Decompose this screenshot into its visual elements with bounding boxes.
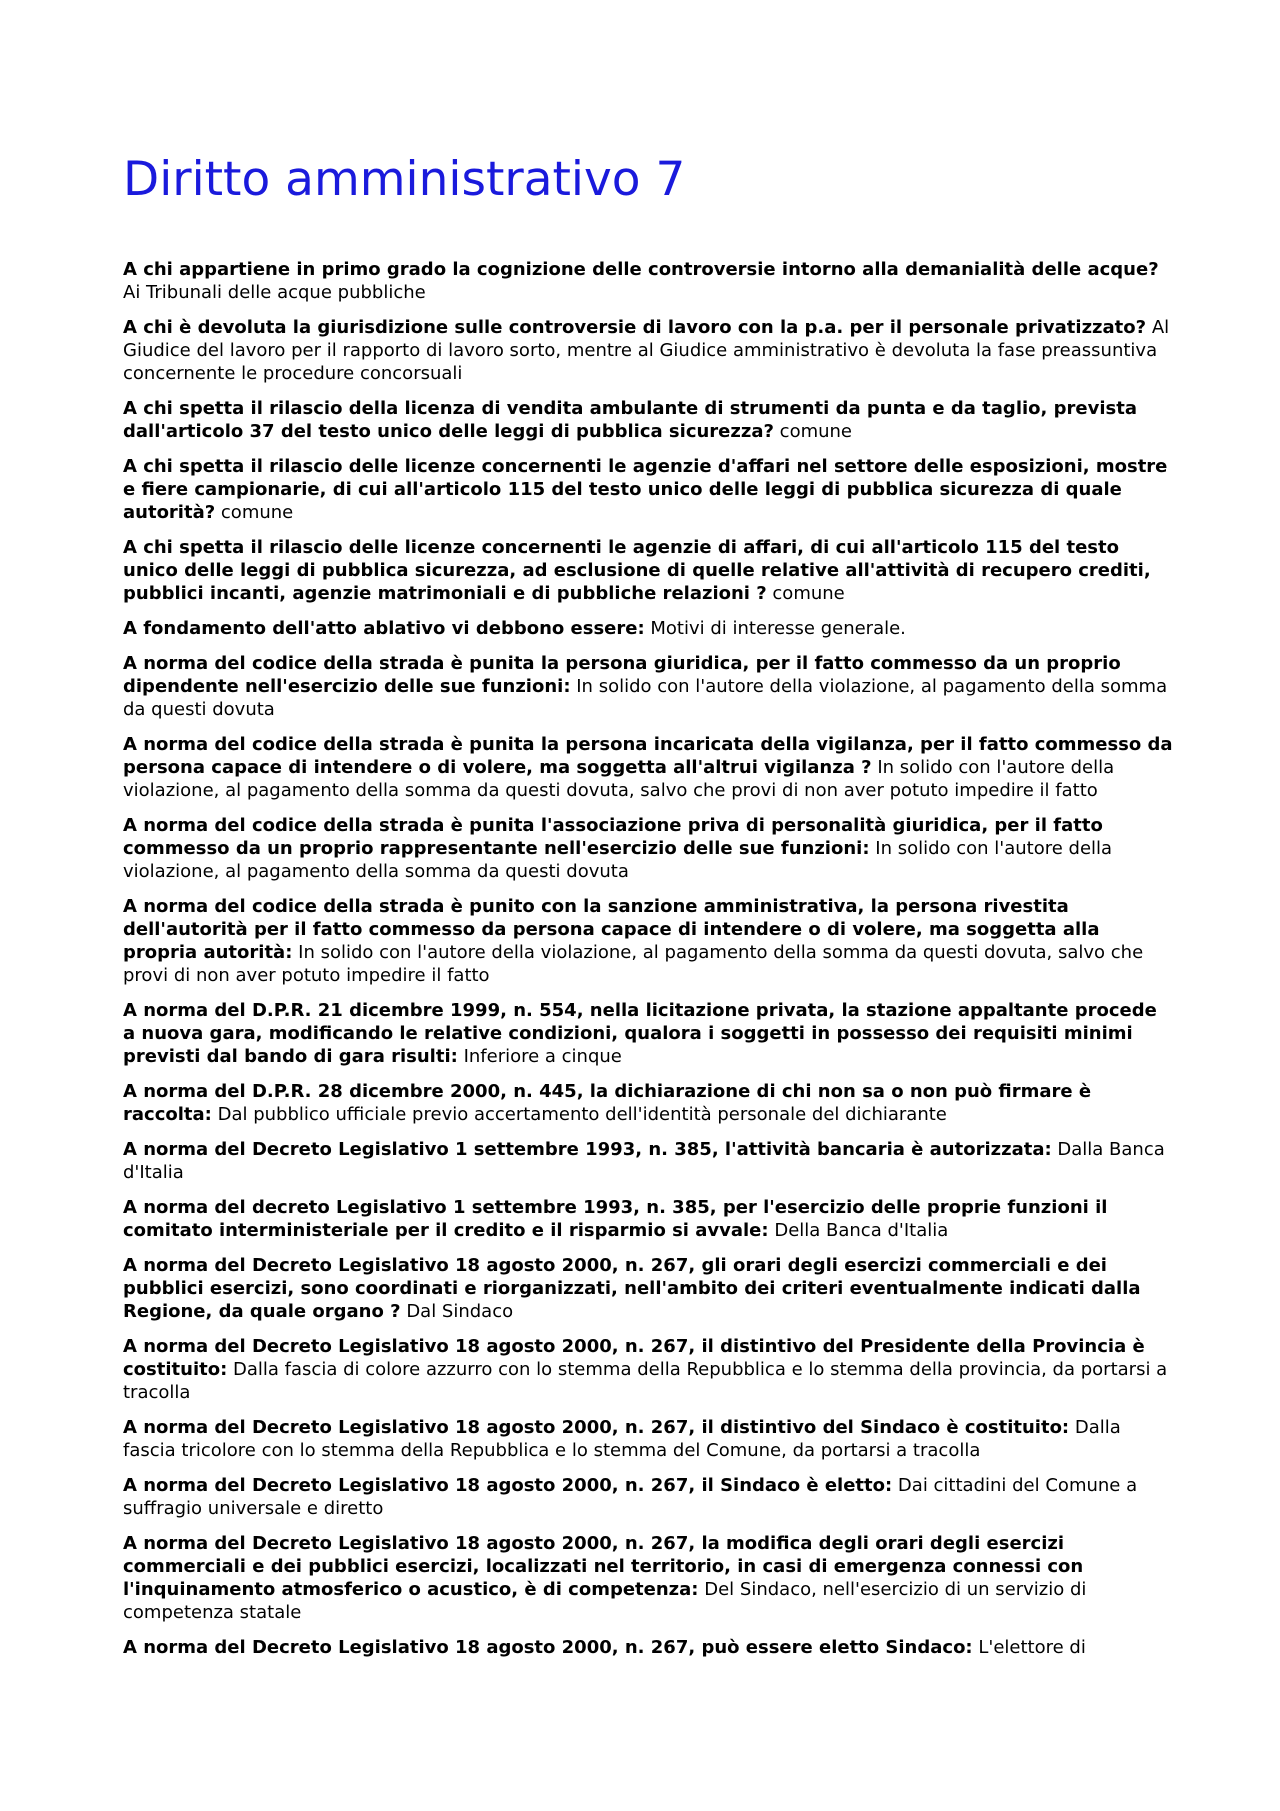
- question-text: A chi è devoluta la giurisdizione sulle controversie di lavoro con la p.a. per il personale privatizzato?: [123, 317, 1147, 338]
- question-text: A chi appartiene in primo grado la cognizione delle controversie intorno alla demanialità delle acque?: [123, 259, 1159, 280]
- qa-item: [123, 536, 1173, 605]
- qa-item: [123, 455, 1173, 524]
- question-text: A norma del Decreto Legislativo 18 agosto 2000, n. 267, il distintivo del Sindaco è costituito:: [123, 1417, 1070, 1438]
- qa-item: [123, 316, 1173, 385]
- qa-item: [123, 1196, 1173, 1242]
- qa-item: [123, 1254, 1173, 1323]
- qa-item: [123, 617, 1173, 640]
- question-text: A norma del D.P.R. 21 dicembre 1999, n. 554, nella licitazione privata, la stazione appaltante procede a nuova gara, modificando le relative condizioni, qualora i soggetti in possesso dei requisiti minimi previsti dal bando di gara risulti:: [123, 1000, 1157, 1067]
- answer-text: Dalla fascia tricolore con lo stemma della Repubblica e lo stemma del Comune, da portarsi a tracolla: [123, 1417, 1121, 1461]
- question-text: A norma del codice della strada è punita la persona giuridica, per il fatto commesso da un proprio dipendente nell'esercizio delle sue funzioni:: [123, 653, 1121, 697]
- question-text: A norma del Decreto Legislativo 18 agosto 2000, n. 267, gli orari degli esercizi commerciali e dei pubblici esercizi, sono coordinati e riorganizzati, nell'ambito dei criteri eventualmente indicati dalla Regione, da quale organo ?: [123, 1255, 1141, 1322]
- qa-item: [123, 999, 1173, 1068]
- qa-item: [123, 1138, 1173, 1184]
- question-text: A norma del D.P.R. 28 dicembre 2000, n. 445, la dichiarazione di chi non sa o non può firmare è raccolta:: [123, 1081, 1092, 1125]
- qa-item: [123, 1335, 1173, 1404]
- answer-text: Dalla Banca d'Italia: [123, 1139, 1165, 1183]
- qa-item: [123, 1416, 1173, 1462]
- answer-text: Motivi di interesse generale.: [650, 618, 906, 639]
- qa-item: [123, 1532, 1173, 1624]
- question-text: A chi spetta il rilascio della licenza di vendita ambulante di strumenti da punta e da taglio, prevista dall'articolo 37 del testo unico delle leggi di pubblica sicurezza?: [123, 398, 1137, 442]
- answer-text: Inferiore a cinque: [463, 1046, 622, 1067]
- qa-item: [123, 258, 1173, 304]
- answer-text: Dal Sindaco: [406, 1301, 514, 1322]
- answer-text: Al Giudice del lavoro per il rapporto di lavoro sorto, mentre al Giudice amministrativo è devoluta la fase preassuntiva concernente le procedure concorsuali: [123, 317, 1170, 384]
- qa-item: [123, 733, 1173, 802]
- question-text: A fondamento dell'atto ablativo vi debbono essere:: [123, 618, 645, 639]
- question-text: A chi spetta il rilascio delle licenze concernenti le agenzie di affari, di cui all'articolo 115 del testo unico delle leggi di pubblica sicurezza, ad esclusione di quelle relative all'attività di recupero crediti, pubblici incanti, agenzie matrimoniali e di pubbliche relazioni ?: [123, 537, 1151, 604]
- answer-text: Del Sindaco, nell'esercizio di un servizio di competenza statale: [123, 1579, 1087, 1623]
- answer-text: comune: [779, 421, 853, 442]
- answer-text: Ai Tribunali delle acque pubbliche: [123, 282, 426, 303]
- question-text: A norma del codice della strada è punita la persona incaricata della vigilanza, per il fatto commesso da persona capace di intendere o di volere, ma soggetta all'altrui vigilanza ?: [123, 734, 1173, 778]
- answer-text: In solido con l'autore della violazione, al pagamento della somma da questi dovuta: [123, 676, 1168, 720]
- question-text: A norma del Decreto Legislativo 18 agosto 2000, n. 267, la modifica degli orari degli esercizi commerciali e dei pubblici esercizi, localizzati nel territorio, in casi di emergenza connessi con l'inquinamento atmosferico o acustico, è di competenza:: [123, 1533, 1084, 1600]
- answer-text: Dalla fascia di colore azzurro con lo stemma della Repubblica e lo stemma della provincia, da portarsi a tracolla: [123, 1359, 1168, 1403]
- page-title: Diritto amministrativo 7: [123, 152, 686, 207]
- answer-text: Dal pubblico ufficiale previo accertamento dell'identità personale del dichiarante: [217, 1104, 947, 1125]
- question-text: A norma del Decreto Legislativo 18 agosto 2000, n. 267, il Sindaco è eletto:: [123, 1475, 893, 1496]
- qa-item: [123, 814, 1173, 883]
- qa-item: [123, 1636, 1173, 1659]
- qa-item: [123, 652, 1173, 721]
- answer-text: Dai cittadini del Comune a suffragio universale e diretto: [123, 1475, 1138, 1519]
- question-text: A norma del Decreto Legislativo 18 agosto 2000, n. 267, può essere eletto Sindaco:: [123, 1637, 973, 1658]
- answer-text: L'elettore di: [978, 1637, 1086, 1658]
- question-text: A norma del decreto Legislativo 1 settembre 1993, n. 385, per l'esercizio delle proprie funzioni il comitato interministeriale per il credito e il risparmio si avvale:: [123, 1197, 1108, 1241]
- qa-item: [123, 1080, 1173, 1126]
- question-text: A norma del codice della strada è punito con la sanzione amministrativa, la persona rivestita dell'autorità per il fatto commesso da persona capace di intendere o di volere, ma soggetta alla propria autorità:: [123, 896, 1100, 963]
- question-text: A norma del Decreto Legislativo 1 settembre 1993, n. 385, l'attività bancaria è autorizzata:: [123, 1139, 1052, 1160]
- question-text: A norma del codice della strada è punita l'associazione priva di personalità giuridica, per il fatto commesso da un proprio rappresentante nell'esercizio delle sue funzioni:: [123, 815, 1103, 859]
- answer-text: In solido con l'autore della violazione, al pagamento della somma da questi dovuta: [123, 838, 1113, 882]
- qa-list: [123, 258, 1173, 1671]
- answer-text: In solido con l'autore della violazione, al pagamento della somma da questi dovuta, salvo che provi di non aver potuto impedire il fatto: [123, 757, 1115, 801]
- qa-item: [123, 895, 1173, 987]
- qa-item: [123, 1474, 1173, 1520]
- question-text: A chi spetta il rilascio delle licenze concernenti le agenzie d'affari nel settore delle esposizioni, mostre e fiere campionarie, di cui all'articolo 115 del testo unico delle leggi di pubblica sicurezza di quale autorità?: [123, 456, 1168, 523]
- answer-text: Della Banca d'Italia: [774, 1220, 949, 1241]
- answer-text: comune: [772, 583, 845, 604]
- qa-item: [123, 397, 1173, 443]
- question-text: A norma del Decreto Legislativo 18 agosto 2000, n. 267, il distintivo del Presidente della Provincia è costituito:: [123, 1336, 1145, 1380]
- answer-text: In solido con l'autore della violazione, al pagamento della somma da questi dovuta, salvo che provi di non aver potuto impedire il fatto: [123, 942, 1144, 986]
- answer-text: comune: [220, 502, 294, 523]
